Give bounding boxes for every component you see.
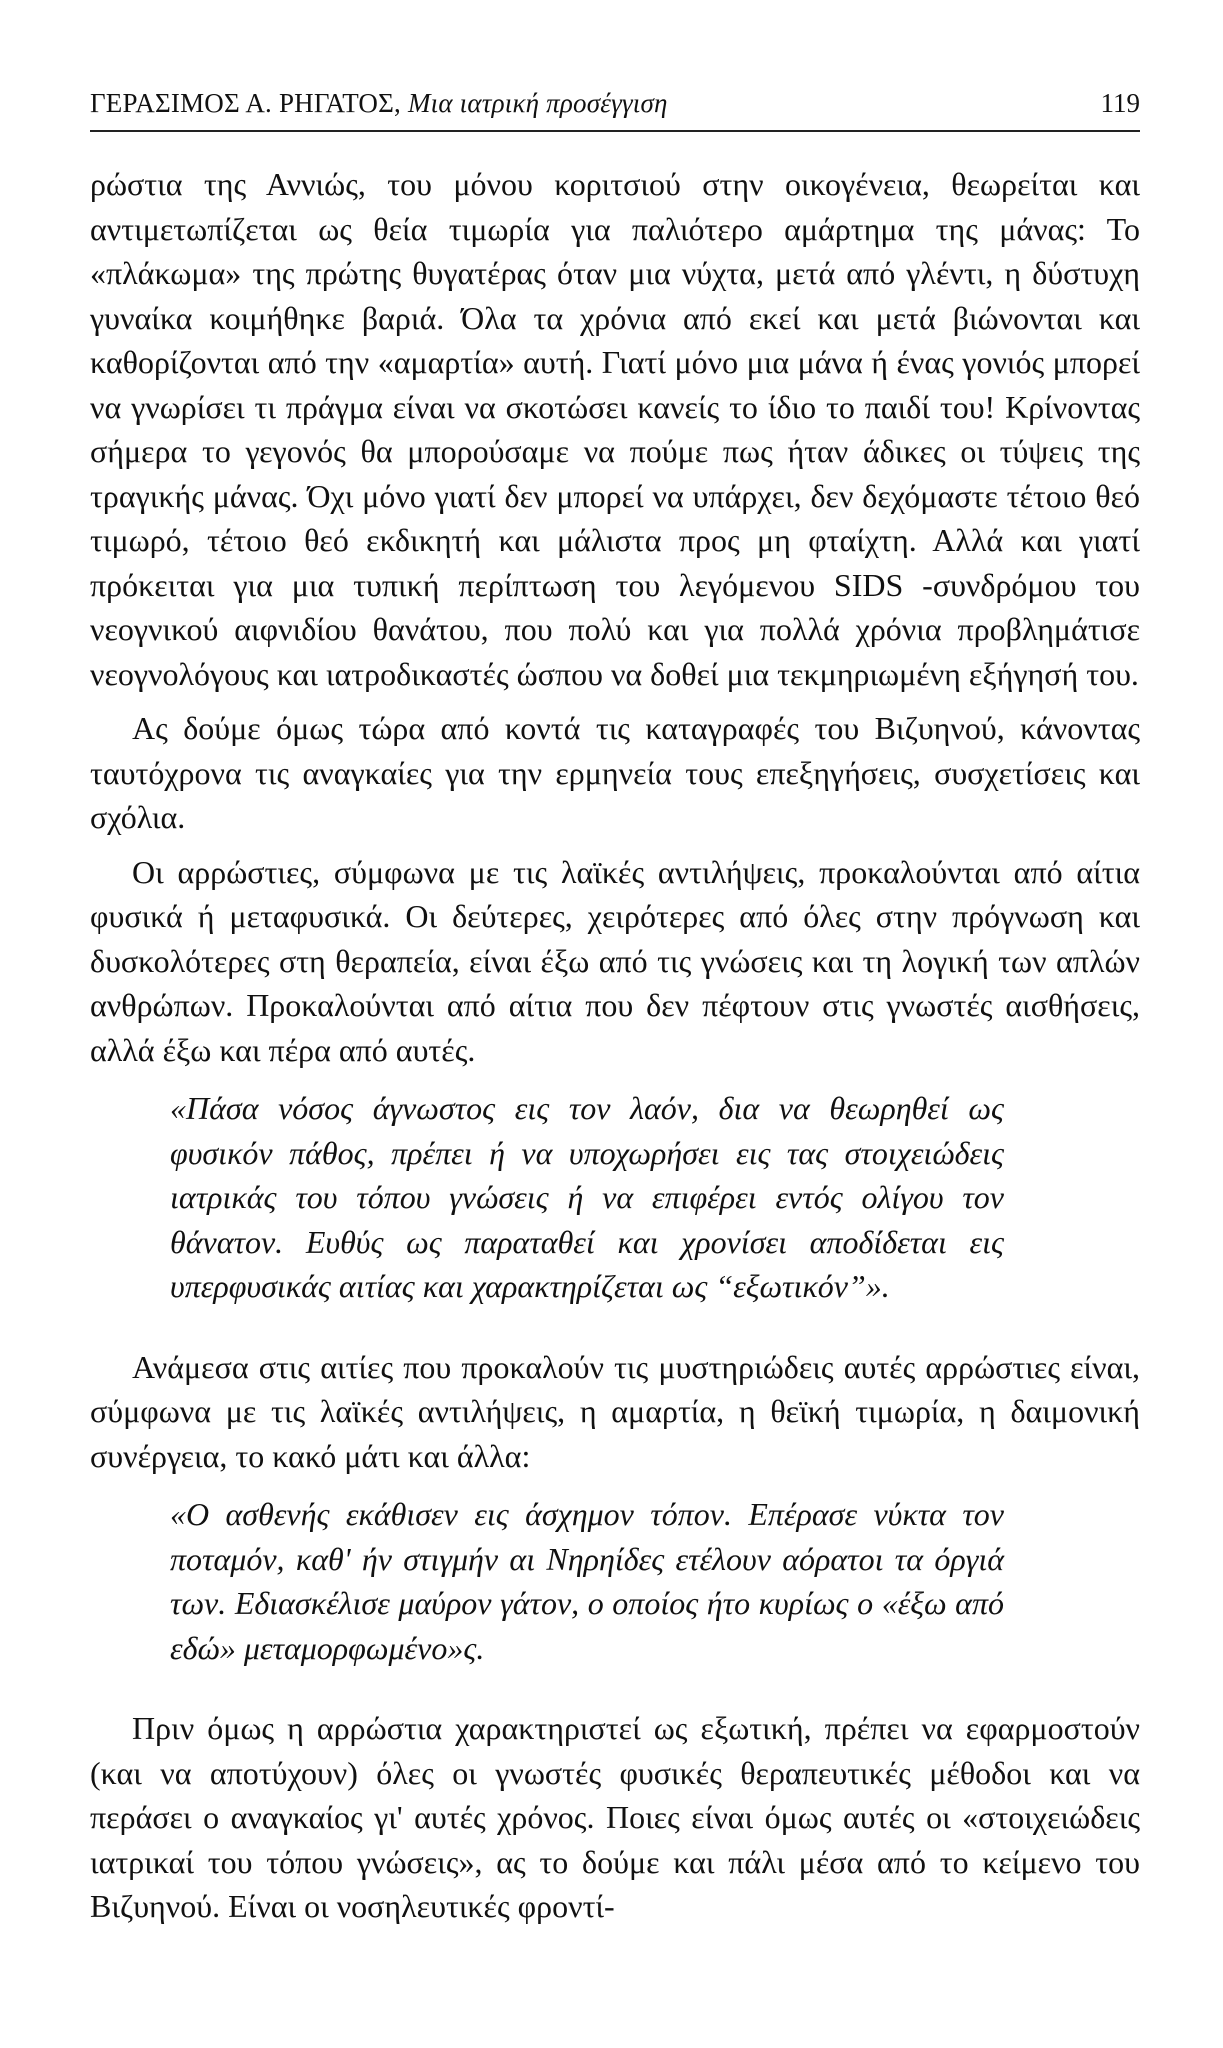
book-page bbox=[90, 74, 1140, 2014]
paragraph-4: Ανάμεσα στις αιτίες που προκαλούν τις μυστηριώδεις αυτές αρρώστιες είναι, σύμφωνα με τις λαϊκές αντιλήψεις, η αμαρτία, η θεϊκή τιμωρία, η δαιμονική συνέργεια, το κακό μάτι και άλλα: bbox=[90, 1348, 1140, 1474]
header-author: ΓΕΡΑΣΙΜΟΣ Α. ΡΗΓΑΤΟΣ, bbox=[90, 88, 401, 118]
paragraph-1: ρώστια της Αννιώς, του μόνου κοριτσιού στην οικογένεια, θεωρείται και αντιμετωπίζεται ως θεία τιμωρία για παλιότερο αμάρτημα της μάνας: Το «πλάκωμα» της πρώτης θυγατέρας όταν μια νύχτα, μετά από γλέντι, η δύστυχη γυναίκα κοιμήθηκε βαριά. Όλα τα χρόνια από εκεί και μετά βιώνονται και καθορίζονται από την «αμαρτία» αυτή. Γιατί μόνο μια μάνα ή ένας γονιός μπορεί να γνωρίσει τι πράγμα είναι να σκοτώσει κανείς το ίδιο το παιδί του! Κρίνοντας σήμερα το γεγονός θα μπορούσαμε να πούμε πως ήταν άδικες οι τύψεις της τραγικής μάνας. Όχι μόνο γιατί δεν μπορεί να υπάρχει, δεν δεχόμαστε τέτοιο θεό τιμωρό, τέτοιο θεό εκδικητή και μάλιστα προς μη φταίχτη. Αλλά και γιατί πρόκειται για μια τυπική περίπτωση του λεγόμενου SIDS -συνδρόμου του νεογνικού αιφνιδίου θανάτου, που πολύ και για πολλά χρόνια προβλημάτισε νεογνολόγους και ιατροδικαστές ώσπου να δοθεί μια τεκμηριωμένη εξήγησή του. bbox=[90, 166, 1140, 692]
paragraph-3: Οι αρρώστιες, σύμφωνα με τις λαϊκές αντιλήψεις, προκαλούνται από αίτια φυσικά ή μεταφυσικά. Οι δεύτερες, χειρότερες από όλες στην πρόγνωση και δυσκολότερες στη θεραπεία, είναι έξω από τις γνώσεις και τη λογική των απλών ανθρώπων. Προκαλούνται από αίτια που δεν πέφτουν στις γνωστές αισθήσεις, αλλά έξω και πέρα από αυτές. bbox=[90, 853, 1140, 1068]
page-number: 119 bbox=[1100, 88, 1140, 118]
paragraph-5: Πριν όμως η αρρώστια χαρακτηριστεί ως εξωτική, πρέπει να εφαρμοστούν (και να αποτύχουν) όλες οι γνωστές φυσικές θεραπευτικές μέθοδοι και να περάσει ο αναγκαίος γι' αυτές χρόνος. Ποιες είναι όμως αυτές οι «στοιχειώδεις ιατρικαί του τόπου γνώσεις», ας το δούμε και πάλι μέσα από το κείμενο του Βιζυηνού. Είναι οι νοσηλευτικές φροντί- bbox=[90, 1710, 1140, 1924]
header-book-title: Μια ιατρική προσέγγιση bbox=[407, 88, 668, 118]
block-quote-1: «Πάσα νόσος άγνωστος εις τον λαόν, δια να θεωρηθεί ως φυσικόν πάθος, πρέπει ή να υποχωρήσει εις τας στοιχειώδεις ιατρικάς του τόπου γνώσεις ή να επιφέρει εντός ολίγου τον θάνατον. Ευθύς ως παραταθεί και χρονίσει αποδίδεται εις υπερφυσικάς αιτίας και χαρακτηρίζεται ως “εξωτικόν”». bbox=[170, 1090, 1004, 1304]
page-body bbox=[90, 162, 1140, 1929]
block-quote-2: «Ο ασθενής εκάθισεν εις άσχημον τόπον. Επέρασε νύκτα τον ποταμόν, καθ' ήν στιγμήν αι Νηρηίδες ετέλουν αόρατοι τα όργιά των. Εδιασκέλισε μαύρον γάτον, ο οποίος ήτο κυρίως ο «έξω από εδώ» μεταμορφωμένο»ς. bbox=[170, 1496, 1004, 1666]
running-header bbox=[90, 74, 1140, 132]
paragraph-2: Ας δούμε όμως τώρα από κοντά τις καταγραφές του Βιζυηνού, κάνοντας ταυτόχρονα τις αναγκαίες για την ερμηνεία τους επεξηγήσεις, συσχετίσεις και σχόλια. bbox=[90, 710, 1140, 835]
header-left bbox=[90, 88, 668, 119]
